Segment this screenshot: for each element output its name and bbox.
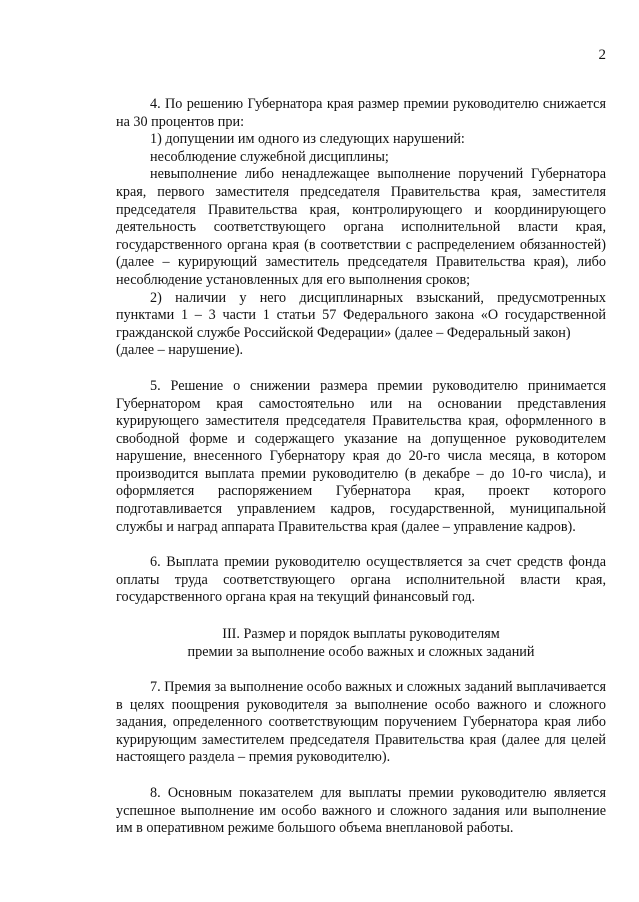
paragraph-8: 8. Основным показателем для выплаты премии руководителю является успешное выполнение им особо важного и сложного задания или выполнение им в оперативном режиме большого объема внеплановой работы.: [116, 785, 606, 837]
section-heading-line-1: III. Размер и порядок выплаты руководителям: [222, 626, 500, 643]
document-body: [116, 96, 606, 838]
page-number: 2: [598, 47, 606, 63]
paragraph-4-intro: 4. По решению Губернатора края размер премии руководителю снижается на 30 процентов при:: [116, 96, 606, 130]
paragraph-4-item-1b: невыполнение либо ненадлежащее выполнение поручений Губернатора края, первого заместителя председателя Правительства края, заместителя председателя Правительства края, контролирующего и координирующего деятельность соответствующего органа исполнительной власти края, государственного органа края (в соответствии с распределением обязанностей) (далее – курирующий заместитель председателя Правительства края), либо несоблюдение установленных для его выполнения сроков;: [116, 166, 606, 288]
section-heading-line-2: премии за выполнение особо важных и сложных заданий: [187, 644, 535, 661]
paragraph-4-item-1: 1) допущении им одного из следующих нарушений:: [150, 131, 465, 148]
paragraph-5: 5. Решение о снижении размера премии руководителю принимается Губернатором края самостоятельно или на основании представления курирующего заместителя председателя Правительства края, оформленного в свободной форме и содержащего указание на допущенное руководителем нарушение, внесенного Губернатору края до 20-го числа месяца, в котором производится выплата премии руководителю (в декабре – до 10-го числа), и оформляется распоряжением Губернатора края, проект которого подготавливается управлением кадров, государственной, муниципальной службы и наград аппарата Правительства края (далее – управление кадров).: [116, 377, 606, 535]
paragraph-7: 7. Премия за выполнение особо важных и сложных заданий выплачивается в целях поощрения руководителя за выполнение особо важного и сложного задания, определенного соответствующим поручением Губернатора края либо курирующим заместителем председателя Правительства края (далее для целей настоящего раздела – премия руководителю).: [116, 679, 606, 766]
paragraph-4-item-2: 2) наличии у него дисциплинарных взысканий, предусмотренных пунктами 1 – 3 части 1 статьи 57 Федерального закона «О государственной гражданской службе Российской Федерации» (далее – Федеральный закон): [116, 289, 606, 341]
paragraph-6: 6. Выплата премии руководителю осуществляется за счет средств фонда оплаты труда соответствующего органа исполнительной власти края, государственного органа края на текущий финансовый год.: [116, 554, 606, 606]
paragraph-4-item-1a: несоблюдение служебной дисциплины;: [150, 148, 389, 165]
section-heading: [116, 625, 606, 661]
paragraph-4-item-2-end: (далее – нарушение).: [116, 342, 244, 359]
